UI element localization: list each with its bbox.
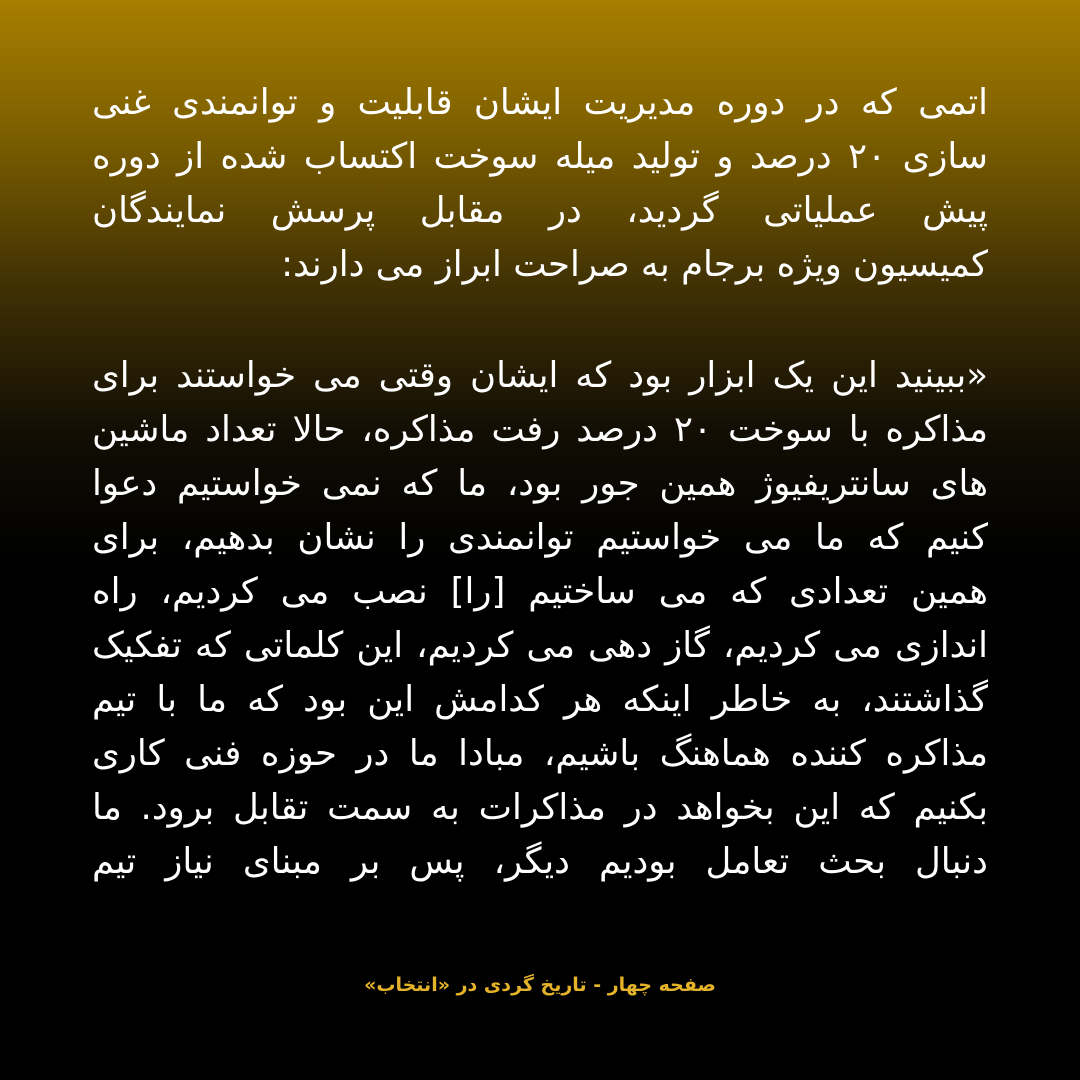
paragraph-2-line-6: اندازی می کردیم، گاز دهی می کردیم، این کلماتی که تفکیک bbox=[92, 625, 988, 666]
paragraph-2-line-7: گذاشتند، به خاطر اینکه هر کدامش این بود که ما با تیم bbox=[92, 679, 988, 720]
paragraph-2-line-5: همین تعدادی که می ساختیم [را] نصب می کردیم، راه bbox=[92, 571, 988, 612]
paragraph-2-line-9: بکنیم که این بخواهد در مذاکرات به سمت تقابل برود. ما bbox=[92, 787, 988, 828]
paragraph-1-line-4: کمیسیون ویژه برجام به صراحت ابراز می دارند: bbox=[281, 244, 988, 285]
paragraph-2-line-1: «ببینید این یک ابزار بود که ایشان وقتی می خواستند برای bbox=[92, 355, 988, 396]
paragraph-2-line-4: کنیم که ما می خواستیم توانمندی را نشان بدهیم، برای bbox=[92, 517, 988, 558]
paragraph-1-line-1: اتمی که در دوره مدیریت ایشان قابلیت و توانمندی غنی bbox=[92, 82, 988, 123]
page-footer-caption: صفحه چهار - تاریخ گردی در «انتخاب» bbox=[364, 974, 716, 996]
paragraph-2-line-2: مذاکره با سوخت ۲۰ درصد رفت مذاکره، حالا تعداد ماشین bbox=[92, 409, 988, 450]
paragraph-2-line-3: های سانتریفیوژ همین جور بود، ما که نمی خواستیم دعوا bbox=[92, 463, 988, 504]
paragraph-2 bbox=[92, 349, 988, 889]
paragraph-2-line-10: دنبال بحث تعامل بودیم دیگر، پس بر مبنای نیاز تیم bbox=[92, 841, 988, 882]
paragraph-2-line-8: مذاکره کننده هماهنگ باشیم، مبادا ما در حوزه فنی کاری bbox=[92, 733, 988, 774]
paragraph-1-line-2: سازی ۲۰ درصد و تولید میله سوخت اکتساب شده از دوره bbox=[92, 136, 988, 177]
paragraph-1 bbox=[92, 76, 988, 292]
paragraph-1-line-3: پیش عملیاتی گردید، در مقابل پرسش نمایندگان bbox=[92, 190, 988, 231]
